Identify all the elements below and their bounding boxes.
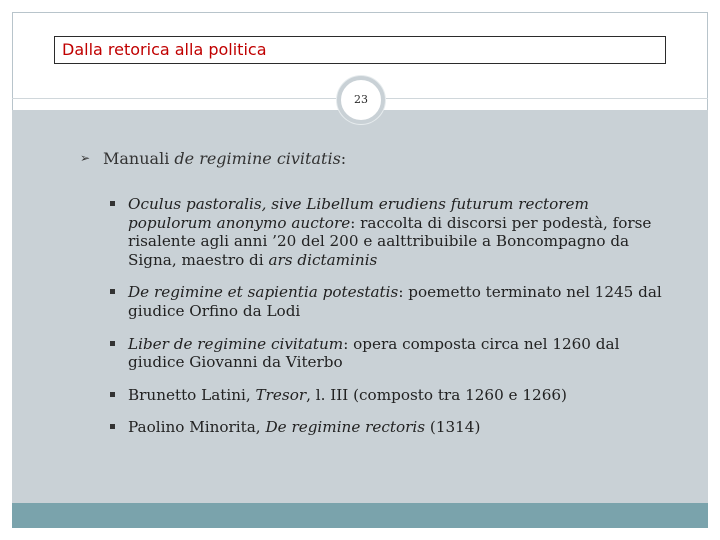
square-bullet-icon xyxy=(110,201,115,206)
list-item: Brunetto Latini, Tresor, l. III (composto tra 1260 e 1266) xyxy=(110,386,670,405)
square-bullet-icon xyxy=(110,392,115,397)
list-item: Paolino Minorita, De regimine rectoris (1314) xyxy=(110,418,670,437)
list-item: Oculus pastoralis, sive Libellum erudiens futurum rectorem populorum anonymo auctore: raccolta di discorsi per podestà, forse risalente agli anni ’20 del 200 e aalttribuibile a Boncompagno da Signa, maestro di ars dictaminis xyxy=(110,195,670,269)
slide-title: Dalla retorica alla politica xyxy=(62,40,267,59)
footer-bar xyxy=(12,503,708,528)
list-item: Liber de regimine civitatum: opera composta circa nel 1260 dal giudice Giovanni da Viterbo xyxy=(110,335,670,372)
page-number: 23 xyxy=(354,93,368,106)
list-item: De regimine et sapientia potestatis: poemetto terminato nel 1245 dal giudice Orfino da Lodi xyxy=(110,283,670,320)
sub-list xyxy=(110,195,670,451)
square-bullet-icon xyxy=(110,289,115,294)
title-box xyxy=(54,36,666,64)
main-bullet-label: Manuali de regimine civitatis: xyxy=(103,149,347,168)
square-bullet-icon xyxy=(110,424,115,429)
arrow-bullet-icon: ➢ xyxy=(80,151,91,165)
page-number-badge xyxy=(337,76,385,124)
square-bullet-icon xyxy=(110,341,115,346)
